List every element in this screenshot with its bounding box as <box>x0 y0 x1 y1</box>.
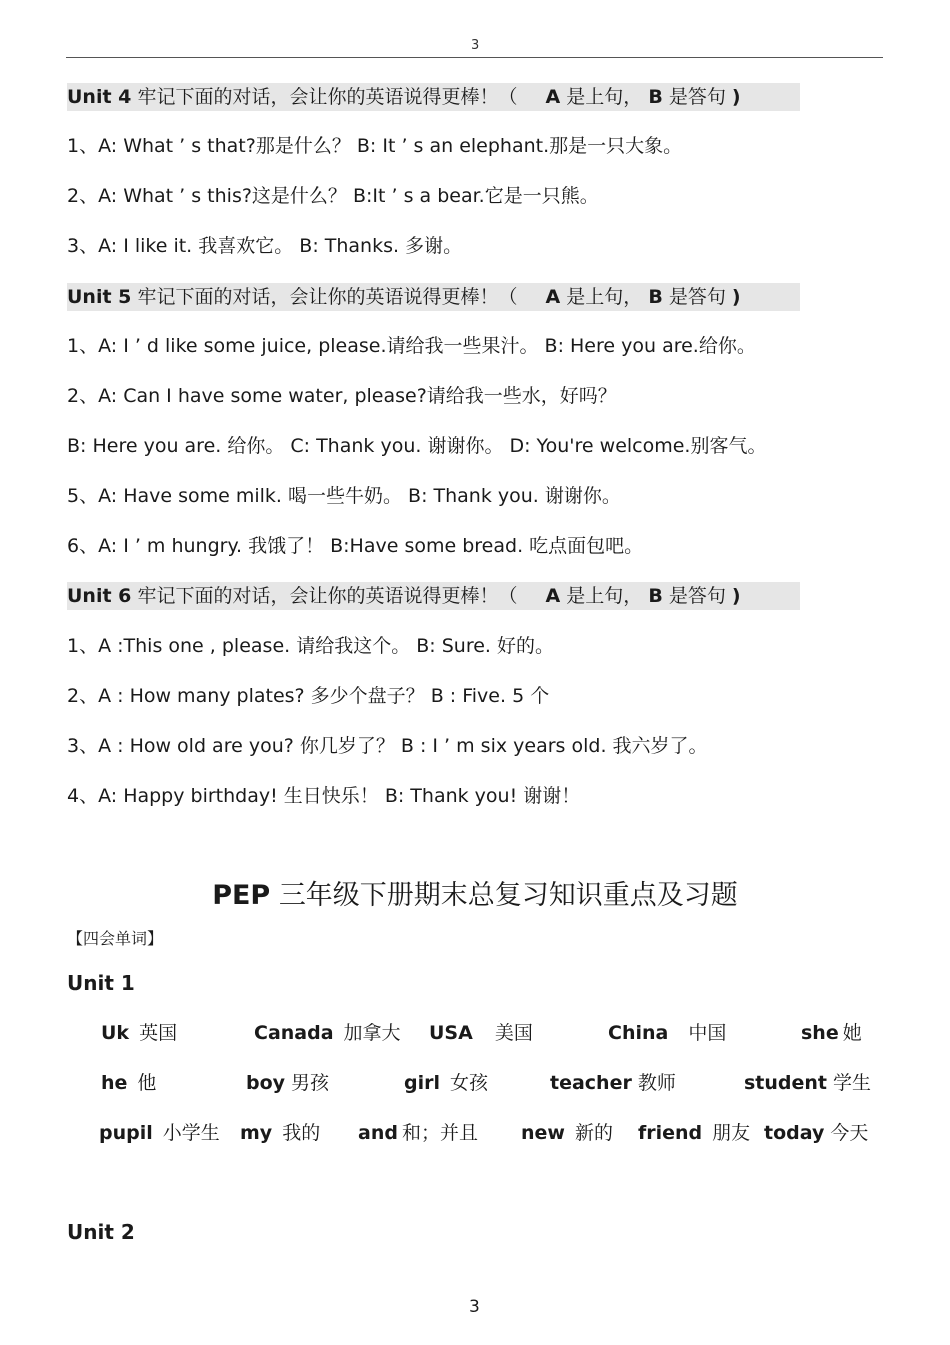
unit5-line-3: B: Here you are. 给你。 C: Thank you. 谢谢你。 D: You're welcome.别客气。 <box>67 435 767 457</box>
vocab-item: my 我的 <box>240 1122 321 1144</box>
unit5-line-2: 2、A: Can I have some water, please?请给我一些水，好吗？ <box>67 385 617 407</box>
unit4-a: A <box>545 86 561 108</box>
vocab-item: today 今天 <box>764 1122 869 1144</box>
section-label: 【四会单词】 <box>67 929 164 948</box>
unit5-line-5: 6、A: I ’ m hungry. 我饿了！ B:Have some bread. 吃点面包吧。 <box>67 535 644 557</box>
unit5-a: A <box>545 286 561 308</box>
vocab-item: China 中国 <box>608 1022 727 1044</box>
review-title-zh: 三年级下册期末总复习知识重点及习题 <box>278 880 738 911</box>
unit6-heading <box>67 582 741 610</box>
vocab-item: Uk 英国 <box>101 1022 178 1044</box>
header-rule <box>66 57 883 58</box>
unit6-a: A <box>545 585 561 607</box>
vocab-item: friend 朋友 <box>638 1122 751 1144</box>
unit5-line-1: 1、A: I ’ d like some juice, please.请给我一些果汁。 B: Here you are.给你。 <box>67 335 756 357</box>
vocab-item: pupil 小学生 <box>99 1122 220 1144</box>
unit5-heading <box>67 283 741 311</box>
unit6-close: ) <box>731 585 741 607</box>
unit6-b-desc: 是答句 <box>668 585 726 607</box>
vocab-item: he 他 <box>101 1072 157 1094</box>
unit5-label: Unit 5 <box>67 286 132 308</box>
vocab-item: she 她 <box>801 1022 862 1044</box>
unit6-instruction: 牢记下面的对话，会让你的英语说得更棒！（ <box>137 585 518 607</box>
unit4-instruction: 牢记下面的对话，会让你的英语说得更棒！（ <box>137 86 518 108</box>
vocab-item: boy 男孩 <box>246 1072 330 1094</box>
unit4-line-1: 1、A: What ’ s that?那是什么？ B: It ’ s an elephant.那是一只大象。 <box>67 135 683 157</box>
vocab-item: and 和；并且 <box>358 1122 478 1144</box>
unit5-instruction: 牢记下面的对话，会让你的英语说得更棒！（ <box>137 286 518 308</box>
vocab-item: new 新的 <box>521 1122 613 1144</box>
unit6-line-1: 1、A :This one , please. 请给我这个。 B: Sure. 好的。 <box>67 635 554 657</box>
unit4-label: Unit 4 <box>67 86 132 108</box>
page-number-top: 3 <box>471 38 480 53</box>
vocab-unit1-label: Unit 1 <box>67 971 135 995</box>
vocab-item: girl 女孩 <box>404 1072 489 1094</box>
unit5-a-desc: 是上句， <box>566 286 643 308</box>
vocab-unit2-label: Unit 2 <box>67 1220 135 1244</box>
review-title-en: PEP <box>212 880 271 911</box>
vocab-item: student 学生 <box>744 1072 872 1094</box>
unit4-line-2: 2、A: What ’ s this?这是什么？ B:It ’ s a bear.它是一只熊。 <box>67 185 599 207</box>
unit5-b: B <box>648 286 663 308</box>
unit6-line-2: 2、A : How many plates? 多少个盘子？ B : Five. 5 个 <box>67 685 550 707</box>
unit5-b-desc: 是答句 <box>668 286 726 308</box>
unit6-a-desc: 是上句， <box>566 585 643 607</box>
unit4-b: B <box>648 86 663 108</box>
page-number-bottom: 3 <box>469 1297 480 1317</box>
unit6-label: Unit 6 <box>67 585 132 607</box>
unit4-b-desc: 是答句 <box>668 86 726 108</box>
unit6-line-3: 3、A : How old are you? 你几岁了？ B : I ’ m six years old. 我六岁了。 <box>67 735 708 757</box>
unit4-line-3: 3、A: I like it. 我喜欢它。 B: Thanks. 多谢。 <box>67 235 463 257</box>
vocab-item: Canada 加拿大 <box>254 1022 401 1044</box>
vocab-item: teacher 教师 <box>550 1072 676 1094</box>
vocab-item: USA 美国 <box>429 1022 533 1044</box>
unit4-a-desc: 是上句， <box>566 86 643 108</box>
unit5-line-4: 5、A: Have some milk. 喝一些牛奶。 B: Thank you. 谢谢你。 <box>67 485 621 507</box>
unit5-close: ) <box>731 286 741 308</box>
unit4-close: ) <box>731 86 741 108</box>
review-title <box>0 878 950 914</box>
unit4-heading <box>67 83 741 111</box>
unit6-b: B <box>648 585 663 607</box>
unit6-line-4: 4、A: Happy birthday! 生日快乐！ B: Thank you! 谢谢！ <box>67 785 581 807</box>
